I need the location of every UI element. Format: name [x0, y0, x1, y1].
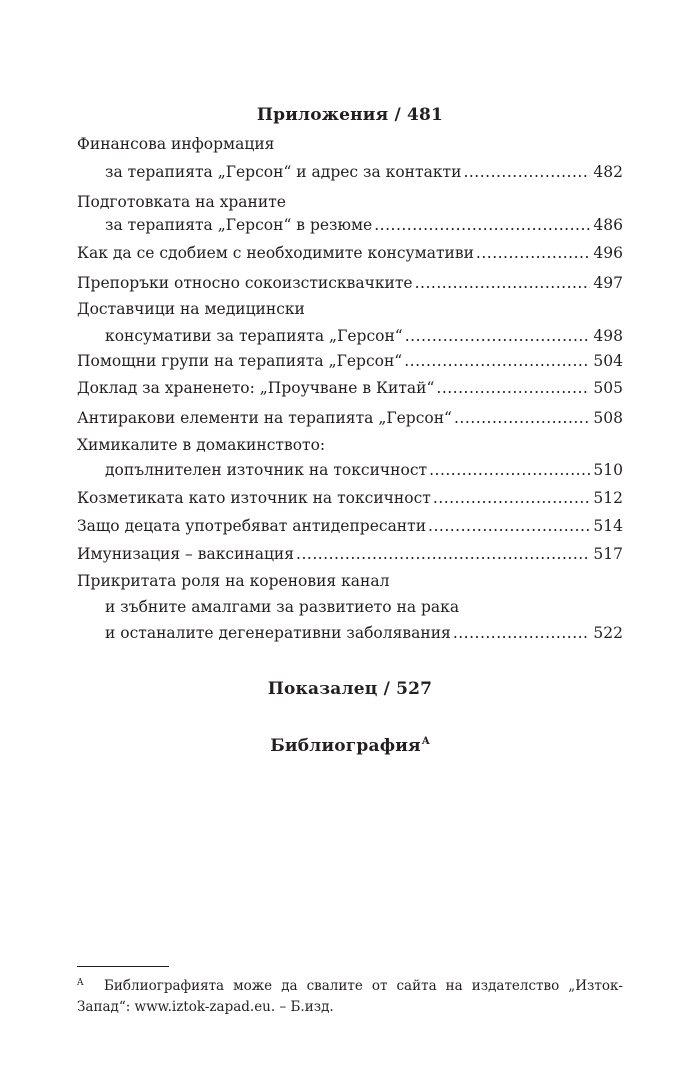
- toc-entry-text: Антиракови елементи на терапията „Герсон“: [77, 409, 452, 427]
- toc-entry-text: Химикалите в домакинството:: [77, 436, 326, 454]
- toc-entry-line: [77, 241, 623, 265]
- toc-entry-text: за терапията „Герсон“ в резюме: [105, 216, 373, 234]
- dot-leader: [454, 406, 590, 430]
- bibliography-heading: [0, 736, 700, 756]
- toc-page-number: 498: [593, 327, 623, 345]
- toc-entry-line: [77, 132, 623, 156]
- toc-entry-text: за терапията „Герсон“ и адрес за контакти: [105, 163, 462, 181]
- toc-page-number: 517: [593, 545, 623, 563]
- toc-entry-line: [77, 514, 623, 538]
- toc-entry-line: [105, 324, 623, 348]
- toc-page-number: 508: [593, 409, 623, 427]
- dot-leader: [415, 271, 591, 295]
- toc-entry-text: допълнителен източник на токсичност: [105, 461, 428, 479]
- toc-entry-text: Подготовката на храните: [77, 193, 286, 211]
- toc-entry-line: [77, 271, 623, 295]
- toc-entry-line: [77, 376, 623, 400]
- toc-entry-text: Козметиката като източник на токсичност: [77, 489, 431, 507]
- footnote-rule: [77, 966, 169, 967]
- toc-page-number: 504: [593, 352, 623, 370]
- toc-entry-line: [77, 190, 623, 214]
- toc-entry-text: Доставчици на медицински: [77, 300, 305, 318]
- dot-leader: [404, 349, 590, 373]
- toc-entry-text: и зъбните амалгами за развитието на рака: [105, 598, 460, 616]
- toc-entry-text: консумативи за терапията „Герсон“: [105, 327, 403, 345]
- toc-entry-line: [105, 458, 623, 482]
- toc-entry-line: [77, 433, 623, 457]
- dot-leader: [374, 213, 590, 237]
- toc-page-number: 510: [593, 461, 623, 479]
- dot-leader: [453, 621, 591, 645]
- footnote-mark: A: [77, 978, 84, 988]
- toc-page-number: 482: [593, 163, 623, 181]
- appendix-heading: Приложения / 481: [256, 105, 444, 125]
- toc-entry-line: [105, 213, 623, 237]
- toc-page-number: 522: [593, 624, 623, 642]
- toc-entry-line: [105, 595, 623, 619]
- index-heading: Показалец / 527: [267, 679, 433, 699]
- toc-entry-line: [77, 486, 623, 510]
- toc-entry-line: [77, 406, 623, 430]
- footnote-text: Библиографията може да свалите от сайта на издателство „Изток-Запад“: www.iztok-zapad.eu. – Б.изд.: [77, 978, 623, 1015]
- footnote: [77, 976, 623, 1018]
- toc-entry-line: [105, 621, 623, 645]
- toc-page-number: 514: [593, 517, 623, 535]
- bibliography-title: Библиография: [270, 736, 421, 756]
- toc-page-number: 505: [593, 379, 623, 397]
- dot-leader: [296, 542, 590, 566]
- toc-entry-line: [77, 569, 623, 593]
- toc-entry-text: Прикритата роля на кореновия канал: [77, 572, 390, 590]
- toc-entry-text: Защо децата употребяват антидепресанти: [77, 517, 427, 535]
- toc-entry-text: Доклад за храненето: „Проучване в Китай“: [77, 379, 435, 397]
- toc-entry-line: [77, 297, 623, 321]
- toc-page-number: 496: [593, 244, 623, 262]
- dot-leader: [429, 458, 590, 482]
- dot-leader: [436, 376, 590, 400]
- toc-page-number: 497: [593, 274, 623, 292]
- dot-leader: [463, 160, 590, 184]
- toc-entry-text: и останалите дегенеративни заболявания: [105, 624, 451, 642]
- toc-entry-line: [77, 542, 623, 566]
- toc-entry-line: [77, 349, 623, 373]
- toc-entry-text: Финансова информация: [77, 135, 275, 153]
- toc-entry-text: Помощни групи на терапията „Герсон“: [77, 352, 403, 370]
- dot-leader: [405, 324, 591, 348]
- toc-entry-text: Имунизация – ваксинация: [77, 545, 295, 563]
- toc-entry-text: Как да се сдобием с необходимите консумативи: [77, 244, 474, 262]
- toc-entry-line: [105, 160, 623, 184]
- dot-leader: [433, 486, 591, 510]
- dot-leader: [428, 514, 590, 538]
- toc-page-number: 512: [593, 489, 623, 507]
- dot-leader: [476, 241, 590, 265]
- toc-page-number: 486: [593, 216, 623, 234]
- footnote-reference: A: [421, 736, 430, 748]
- toc-entry-text: Препоръки относно сокоизстисквачките: [77, 274, 413, 292]
